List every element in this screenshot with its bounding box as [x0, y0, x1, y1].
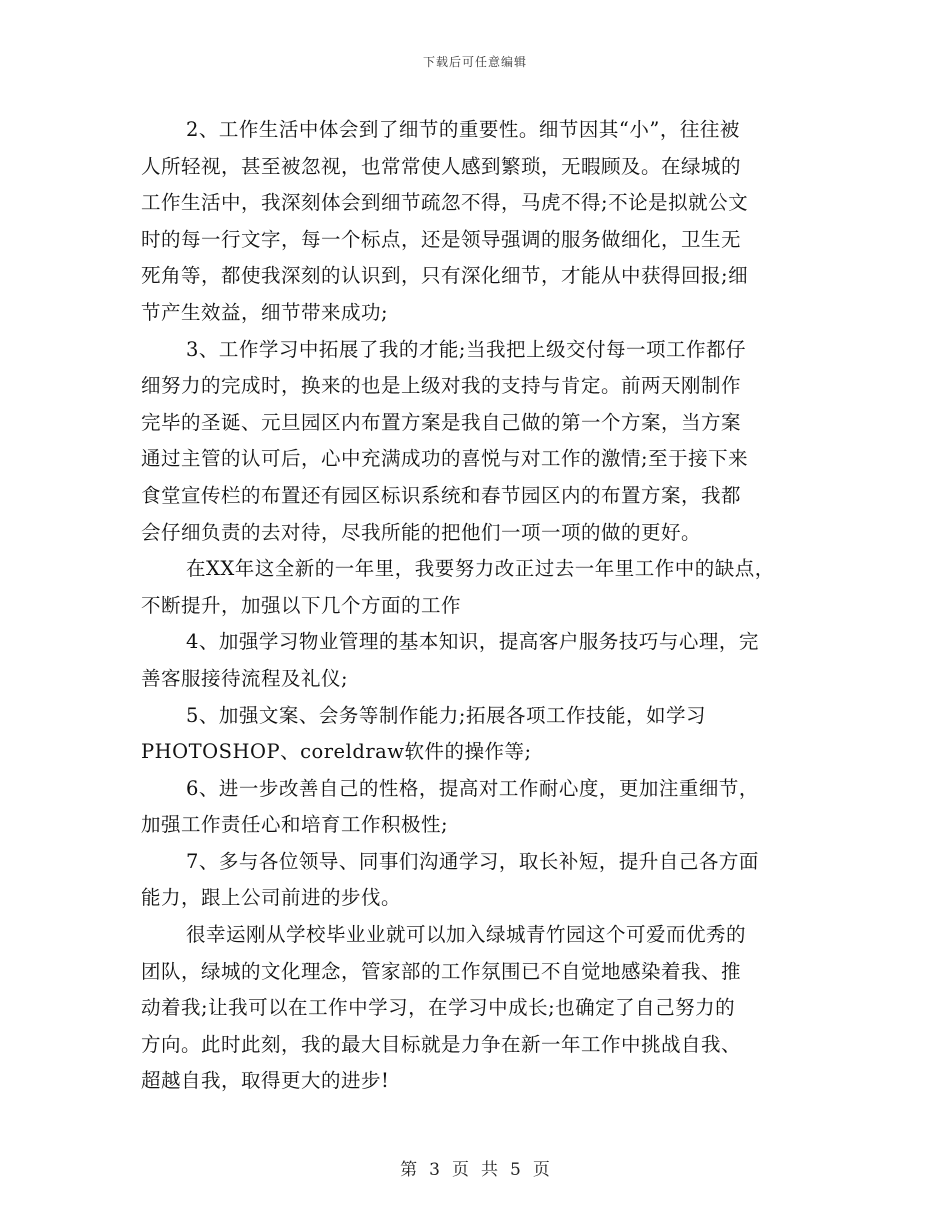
paragraph-line: 能力，跟上公司前进的步伐。 — [141, 886, 402, 910]
footer-page-word: 页 — [452, 1160, 469, 1180]
paragraph-line: 在XX年这全新的一年里，我要努力改正过去一年里工作中的缺点， — [186, 557, 775, 581]
paragraph-line: 会仔细负责的去对待，尽我所能的把他们一项一项的做的更好。 — [141, 520, 702, 544]
paragraph-line: 2、工作生活中体会到了细节的重要性。细节因其“小”，往往被 — [186, 118, 740, 141]
paragraph-line: 不断提升，加强以下几个方面的工作 — [141, 593, 462, 617]
paragraph-line: 工作生活中，我深刻体会到细节疏忽不得，马虎不得;不论是拟就公文 — [141, 191, 749, 215]
page-footer — [0, 1155, 950, 1180]
paragraph-line: 4、加强学习物业管理的基本知识，提高客户服务技巧与心理，完 — [186, 630, 759, 654]
paragraph-line: 细努力的完成时，换来的也是上级对我的支持与肯定。前两天刚制作 — [141, 374, 742, 398]
paragraph-line: 善客服接待流程及礼仪; — [141, 666, 349, 690]
paragraph-line: 超越自我，取得更大的进步! — [141, 1069, 390, 1093]
paragraph-line: 动着我;让我可以在工作中学习，在学习中成长;也确定了自己努力的 — [141, 996, 736, 1020]
paragraph-line: 团队，绿城的文化理念，管家部的工作氛围已不自觉地感染着我、推 — [141, 959, 742, 983]
page-header: 下载后可任意编辑 — [422, 55, 527, 69]
paragraph-line: 节产生效益，细节带来成功; — [141, 300, 389, 324]
paragraph-line: 很幸运刚从学校毕业业就可以加入绿城青竹园这个可爱而优秀的 — [186, 923, 747, 947]
footer-prefix: 第 — [400, 1160, 418, 1180]
paragraph-line: 通过主管的认可后，心中充满成功的喜悦与对工作的激情;至于接下来 — [141, 447, 749, 471]
paragraph-line: 方向。此时此刻，我的最大目标就是力争在新一年工作中挑战自我、 — [141, 1032, 742, 1056]
paragraph-line: 6、进一步改善自己的性格，提高对工作耐心度，更加注重细节， — [186, 776, 759, 800]
paragraph-line: PHOTOSHOP、coreldraw软件的操作等; — [141, 740, 532, 764]
document-body — [141, 112, 816, 1100]
paragraph-line: 死角等，都使我深刻的认识到，只有深化细节，才能从中获得回报;细 — [141, 264, 749, 288]
paragraph-line: 5、加强文案、会务等制作能力;拓展各项工作技能，如学习 — [186, 703, 706, 727]
paragraph-line: 食堂宣传栏的布置还有园区标识系统和春节园区内的布置方案，我都 — [141, 483, 742, 507]
total-page-number: 5 — [510, 1160, 521, 1180]
paragraph-line: 时的每一行文字，每一个标点，还是领导强调的服务做细化，卫生无 — [141, 227, 742, 251]
paragraph-line: 3、工作学习中拓展了我的才能;当我把上级交付每一项工作都仔 — [186, 337, 746, 361]
paragraph-line: 加强工作责任心和培育工作积极性; — [141, 813, 449, 837]
paragraph-line: 完毕的圣诞、元旦园区内布置方案是我自己做的第一个方案，当方案 — [141, 410, 742, 434]
current-page-number: 3 — [429, 1160, 440, 1180]
paragraph-line: 7、多与各位领导、同事们沟通学习，取长补短，提升自己各方面 — [186, 849, 759, 873]
paragraph-line: 人所轻视，甚至被忽视，也常常使人感到繁琐，无暇顾及。在绿城的 — [141, 154, 742, 178]
footer-total-word: 共 — [481, 1160, 498, 1180]
footer-suffix: 页 — [532, 1160, 550, 1180]
